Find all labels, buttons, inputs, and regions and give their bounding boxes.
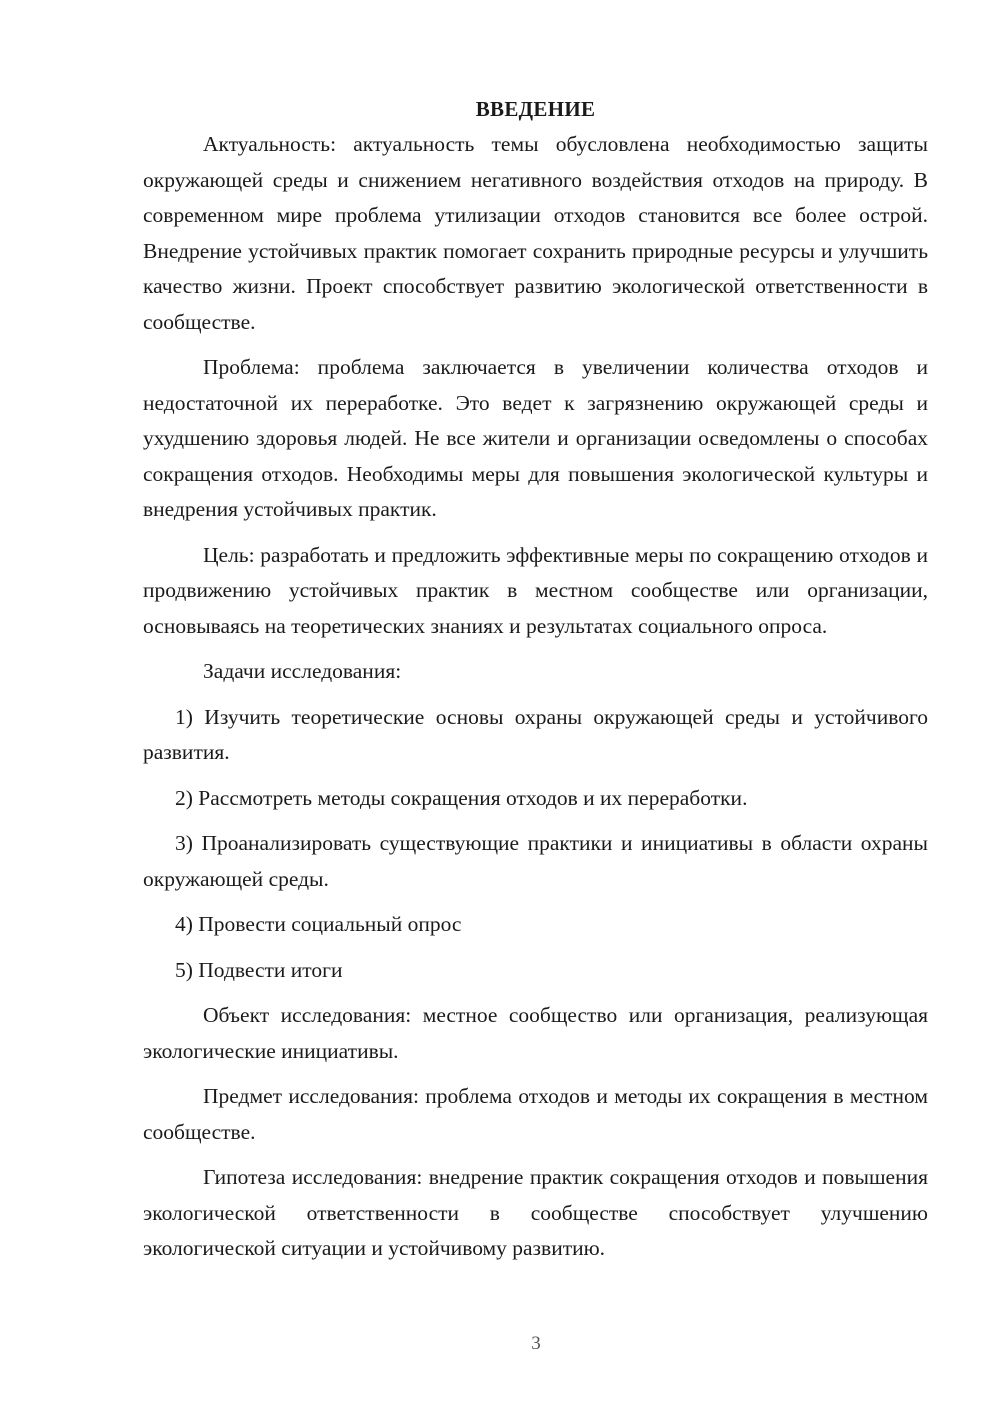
task-item-3: 3) Проанализировать существующие практики и инициативы в области охраны окружающей среды. bbox=[143, 831, 928, 891]
goal-paragraph: Цель: разработать и предложить эффективные меры по сокращению отходов и продвижению устойчивых практик в местном сообществе или организации, основываясь на теоретических знаниях и результатах социального опроса. bbox=[143, 542, 928, 638]
task-item-1: 1) Изучить теоретические основы охраны окружающей среды и устойчивого развития. bbox=[143, 704, 928, 764]
document-page bbox=[143, 92, 928, 1267]
tasks-heading: Задачи исследования: bbox=[203, 659, 402, 683]
task-item-2: 2) Рассмотреть методы сокращения отходов и их переработки. bbox=[175, 785, 748, 810]
problem-paragraph: Проблема: проблема заключается в увеличении количества отходов и недостаточной их переработке. Это ведет к загрязнению окружающей среды и ухудшению здоровья людей. Не все жители и организации осведомлены о способах сокращения отходов. Необходимы меры для повышения экологической культуры и внедрения устойчивых практик. bbox=[143, 355, 928, 521]
page-number: 3 bbox=[531, 1333, 541, 1354]
relevance-paragraph: Актуальность: актуальность темы обусловлена необходимостью защиты окружающей среды и снижением негативного воздействия отходов на природу. В современном мире проблема утилизации отходов становится все более острой. Внедрение устойчивых практик помогает сохранить природные ресурсы и улучшить качество жизни. Проект способствует развитию экологической ответственности в сообществе. bbox=[143, 132, 928, 334]
page-title: ВВЕДЕНИЕ bbox=[475, 97, 596, 121]
subject-paragraph: Предмет исследования: проблема отходов и методы их сокращения в местном сообществе. bbox=[143, 1084, 928, 1144]
hypothesis-paragraph: Гипотеза исследования: внедрение практик сокращения отходов и повышения экологической ответственности в сообществе способствует улучшению экологической ситуации и устойчивому развитию. bbox=[143, 1165, 928, 1260]
object-paragraph: Объект исследования: местное сообщество или организация, реализующая экологические инициативы. bbox=[143, 1003, 928, 1063]
task-item-4: 4) Провести социальный опрос bbox=[175, 912, 462, 936]
task-item-5: 5) Подвести итоги bbox=[175, 957, 343, 982]
